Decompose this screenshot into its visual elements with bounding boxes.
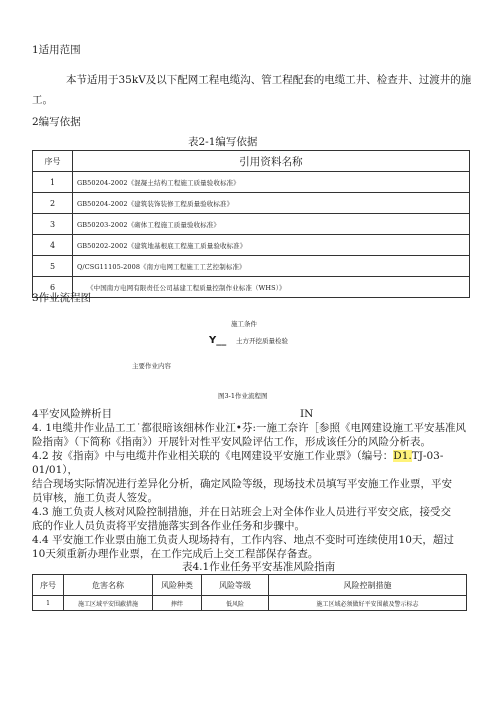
row-reference: GB50203-2002《砌体工程施工质量验收标准》	[73, 214, 470, 235]
paragraph-4-3-line2: 底的作业人员负责将平安措施落实到各作业任务和步骤中。	[32, 520, 305, 532]
row-reference: GB50204-2002《混凝土结构工程施工质量验收标准》	[73, 172, 470, 193]
row-control-measures: 施工区域必须做好平安围蔽及警示标志	[269, 596, 467, 611]
risk-table	[32, 574, 467, 611]
section-1-heading: 1适用范围	[32, 44, 81, 56]
paragraph-4-1-line2: 险指南》（下简称《指南》）开展针对性平安风险评估工作，形成该任分的风险分析表。	[32, 436, 431, 448]
table-2-1-caption: 表2-1编写依据	[188, 136, 258, 148]
col-header-index: 序号	[33, 575, 64, 596]
flowchart-node-construction-conditions: 施工条件	[231, 320, 257, 328]
row-index: 6	[33, 277, 73, 298]
table-4-1-caption: 表4.1作业任务平安基准风险指南	[182, 561, 336, 573]
table-header-row	[33, 151, 470, 172]
paragraph-4-4-line1: 4.4 平安施工作业票由施工负责人现场持有，工作内容、地点不变时可连续使用10天，超过	[32, 534, 454, 546]
row-reference: Q/CSG11105-2008《南方电网工程施工工艺控制标准》	[73, 256, 470, 277]
row-risk-type: 摔绊	[153, 596, 202, 611]
table-row	[33, 214, 470, 235]
row-reference: 《中国南方电网有限责任公司基建工程质量控制作业标准（WHS）》	[73, 277, 470, 298]
highlighted-code: D1.	[393, 450, 412, 462]
row-risk-level: 低风险	[202, 596, 269, 611]
row-index: 4	[33, 235, 73, 256]
flowchart-node-main-work: 主要作业内容	[132, 362, 171, 370]
col-header-hazard: 危害名称	[64, 575, 153, 596]
reference-table	[32, 150, 470, 298]
table-row	[33, 172, 470, 193]
paragraph-4-4-line2: 10天须重新办理作业票，在工作完成后上交工程部保存备查。	[32, 548, 319, 560]
flowchart-node-excavation-check: 土方开挖质量检验	[236, 337, 288, 345]
section-1-body-line2: 工。	[32, 94, 53, 106]
paragraph-4-2-line1	[32, 450, 443, 463]
paragraph-4-3-line1: 4.3 施工负责人核对风险控制措施，并在日站班会上对全体作业人员进行平安交底，接受交	[32, 506, 452, 518]
figure-3-1-caption: 图3-1作业流程图	[218, 392, 268, 400]
col-header-risk-level: 风险等级	[202, 575, 269, 596]
paragraph-4-2-text-a: 4.2 按《指南》中与电缆井作业相关联的《电网建设平安施工作业票》（编号：	[32, 450, 394, 462]
row-reference: GB50204-2002《建筑装饰装修工程质量验收标准》	[73, 193, 470, 214]
row-index: 1	[33, 172, 73, 193]
section-2-heading: 2编写依据	[32, 116, 81, 128]
section-3-heading: 3作业流程图	[32, 292, 92, 304]
row-index: 5	[33, 256, 73, 277]
table-header-row	[33, 575, 467, 596]
table-row	[33, 256, 470, 277]
paragraph-4-2-text-b: TJ-03-	[411, 450, 444, 462]
col-header-reference: 引用资料名称	[73, 151, 470, 172]
section-4-heading: 4平安风险辨析目	[32, 408, 113, 420]
table-row	[33, 193, 470, 214]
paragraph-4-1-line1: 4. 1电缆井作业品工工˙都很暗该细林作业江•芬:一施工奈许［参照《电网建设施工平安基准风	[32, 422, 467, 434]
row-index: 3	[33, 214, 73, 235]
col-header-control-measures: 风险控制措施	[269, 575, 467, 596]
flowchart-arrow-mark: Y__	[209, 335, 227, 346]
row-index: 2	[33, 193, 73, 214]
table-row	[33, 277, 470, 298]
row-index: 1	[33, 596, 64, 611]
section-4-heading-right: IN	[300, 408, 314, 420]
paragraph-4-2-line2: 01/01），	[32, 464, 79, 476]
col-header-risk-type: 风险种类	[153, 575, 202, 596]
row-reference: GB50202-2002《建筑地基根底工程施工质量验收标准》	[73, 235, 470, 256]
col-header-index: 序号	[33, 151, 73, 172]
table-row	[33, 596, 467, 611]
section-1-body-line1: 本节适用于35kV及以下配网工程电缆沟、管工程配套的电缆工井、检查井、过渡井的施	[66, 74, 472, 86]
paragraph-4-2-line4: 员审核，施工负责人签发。	[32, 492, 158, 504]
table-row	[33, 235, 470, 256]
row-hazard: 施工区域平安围蔽措施	[64, 596, 153, 611]
paragraph-4-2-line3: 结合现场实际情况进行差异化分析，确定风险等级，现场技术员填写平安施工作业票，平安	[32, 478, 452, 490]
